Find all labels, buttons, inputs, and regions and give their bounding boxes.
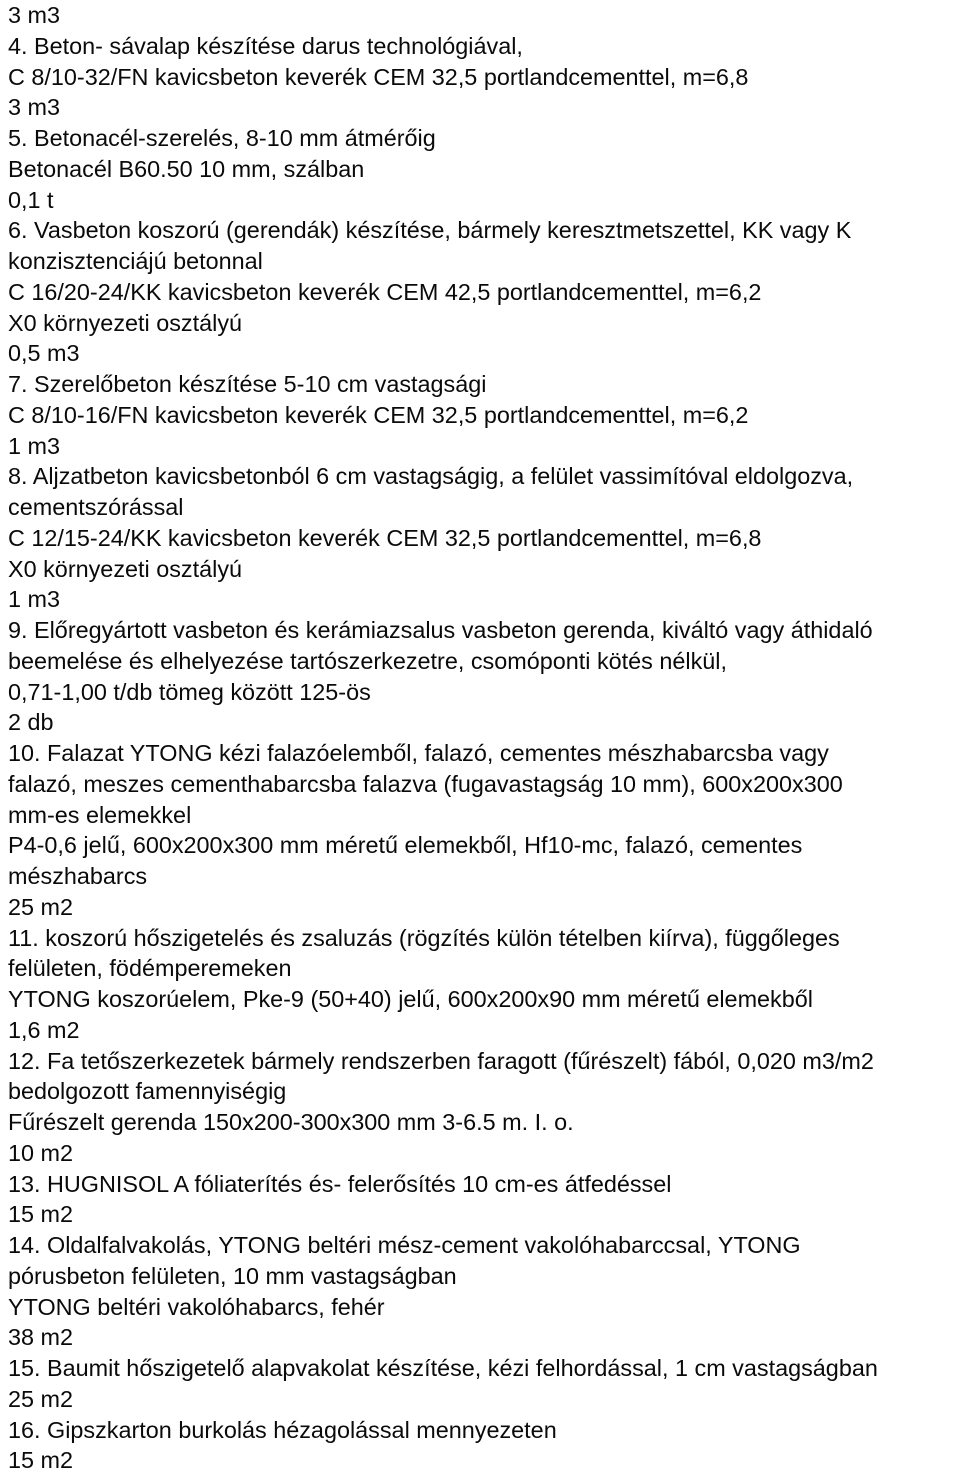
text-line: 10 m2 xyxy=(8,1139,74,1166)
text-line: YTONG beltéri vakolóhabarcs, fehér xyxy=(8,1293,385,1320)
text-line: C 12/15-24/KK kavicsbeton keverék CEM 32,5 portlandcementtel, m=6,8 xyxy=(8,524,762,551)
text-line: 5. Betonacél-szerelés, 8-10 mm átmérőig xyxy=(8,125,436,151)
text-line: 7. Szerelőbeton készítése 5-10 cm vastagsági xyxy=(8,371,487,397)
text-line: C 8/10-32/FN kavicsbeton keverék CEM 32,5 portlandcementtel, m=6,8 xyxy=(8,63,749,90)
text-line: 15. Baumit hőszigetelő alapvakolat készítése, kézi felhordással, 1 cm vastagságban xyxy=(8,1355,878,1381)
text-line: 15 m2 xyxy=(8,1201,74,1228)
text-line: 11. koszorú hőszigetelés és zsaluzás (rögzítés külön tételben kiírva), függőleges xyxy=(8,924,840,951)
text-line: 16. Gipszkarton burkolás hézagolással mennyezeten xyxy=(8,1416,557,1443)
text-line: 0,1 t xyxy=(8,186,54,213)
text-line: YTONG koszorúelem, Pke-9 (50+40) jelű, 600x200x90 mm méretű elemekből xyxy=(8,986,813,1012)
text-line: mm-es elemekkel xyxy=(8,801,192,828)
text-line: pórusbeton felületen, 10 mm vastagságban xyxy=(8,1262,457,1289)
text-line: 3 m3 xyxy=(8,94,61,121)
text-line: 15 m2 xyxy=(8,1447,74,1474)
text-line: Fűrészelt gerenda 150x200-300x300 mm 3-6.5 m. I. o. xyxy=(8,1109,574,1135)
text-line: 25 m2 xyxy=(8,1385,74,1412)
text-line: 10. Falazat YTONG kézi falazóelemből, falazó, cementes mészhabarcsba vagy xyxy=(8,740,829,766)
text-line: konzisztenciájú betonnal xyxy=(8,248,263,274)
text-line: C 16/20-24/KK kavicsbeton keverék CEM 42,5 portlandcementtel, m=6,2 xyxy=(8,278,762,305)
text-line: cementszórással xyxy=(8,494,184,520)
text-line: 3 m3 xyxy=(8,2,61,28)
text-line: 1 m3 xyxy=(8,586,61,613)
text-line: 2 db xyxy=(8,709,54,736)
text-line: mészhabarcs xyxy=(8,863,148,889)
text-line: 6. Vasbeton koszorú (gerendák) készítése, bármely keresztmetszettel, KK vagy K xyxy=(8,217,852,244)
text-line: Betonacél B60.50 10 mm, szálban xyxy=(8,155,365,182)
text-line: felületen, födémperemeken xyxy=(8,955,292,982)
text-line: 14. Oldalfalvakolás, YTONG beltéri mész-cement vakolóhabarccsal, YTONG xyxy=(8,1232,801,1258)
text-line: beemelése és elhelyezése tartószerkezetre, csomóponti kötés nélkül, xyxy=(8,647,727,674)
text-line: 0,71-1,00 t/db tömeg között 125-ös xyxy=(8,678,371,705)
text-line: 9. Előregyártott vasbeton és kerámiazsalus vasbeton gerenda, kiváltó vagy áthidaló xyxy=(8,617,873,643)
text-line: P4-0,6 jelű, 600x200x300 mm méretű elemekből, Hf10-mc, falazó, cementes xyxy=(8,832,803,859)
text-line: X0 környezeti osztályú xyxy=(8,309,243,336)
text-line: 25 m2 xyxy=(8,893,74,920)
text-line: X0 környezeti osztályú xyxy=(8,555,243,582)
text-line: falazó, meszes cementhabarcsba falazva (fugavastagság 10 mm), 600x200x300 xyxy=(8,770,843,797)
text-line: 12. Fa tetőszerkezetek bármely rendszerben faragott (fűrészelt) fából, 0,020 m3/m2 xyxy=(8,1047,874,1074)
text-line: bedolgozott famennyiségig xyxy=(8,1078,287,1105)
text-line: 4. Beton- sávalap készítése darus technológiával, xyxy=(8,32,523,59)
text-line: C 8/10-16/FN kavicsbeton keverék CEM 32,5 portlandcementtel, m=6,2 xyxy=(8,401,749,428)
text-line: 0,5 m3 xyxy=(8,340,80,367)
text-line: 38 m2 xyxy=(8,1324,74,1351)
text-line: 1 m3 xyxy=(8,432,61,459)
text-line: 13. HUGNISOL A fóliaterítés és- felerősítés 10 cm-es átfedéssel xyxy=(8,1170,672,1197)
text-line: 8. Aljzatbeton kavicsbetonból 6 cm vastagságig, a felület vassimítóval eldolgozva, xyxy=(8,463,854,490)
text-line: 1,6 m2 xyxy=(8,1016,80,1043)
